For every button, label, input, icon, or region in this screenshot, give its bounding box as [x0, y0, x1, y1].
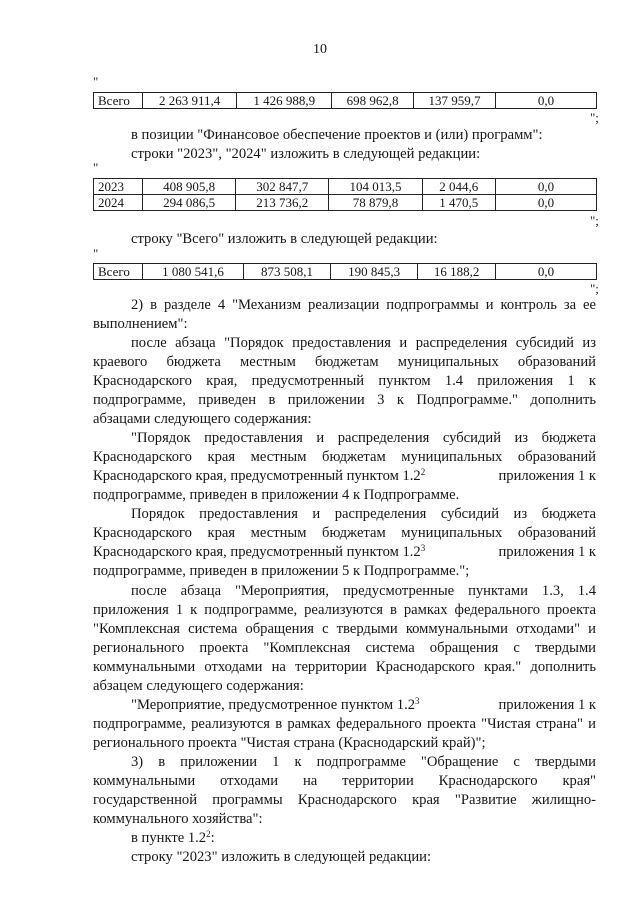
total-table-2 — [93, 263, 597, 280]
paragraph-line: 2) в разделе 4 "Механизм реализации подпрограммы и контроль за ее — [131, 297, 596, 313]
table-cell: 104 013,5 — [329, 179, 422, 195]
table-cell: 0,0 — [496, 195, 597, 211]
table-cell: 0,0 — [496, 264, 597, 280]
table-row — [94, 93, 597, 109]
paragraph-line: коммунального хозяйства": — [93, 811, 263, 827]
paragraph-line: выполнением": — [93, 316, 188, 332]
paragraph-line: после абзаца "Мероприятия, предусмотренные пунктами 1.3, 1.4 — [131, 583, 596, 599]
table-row — [94, 195, 597, 211]
table-cell: 213 736,2 — [236, 195, 329, 211]
line-text: Краснодарского края, предусмотренный пунктом 1.2 — [93, 544, 421, 560]
total-table-1 — [93, 92, 597, 109]
paragraph-line: приложения 1 к подпрограмме, реализуются в рамках федерального проекта — [93, 602, 596, 618]
table-cell: 2 263 911,4 — [143, 93, 237, 109]
table-cell: 302 847,7 — [236, 179, 329, 195]
table-cell: 873 508,1 — [244, 264, 331, 280]
paragraph-line: подпрограмме, реализуются в рамках федерального проекта "Чистая страна" и — [93, 716, 596, 732]
years-table — [93, 178, 597, 211]
table-cell: 698 962,8 — [332, 93, 414, 109]
paragraph-line: регионального проекта "Комплексная система обращения с твердыми — [93, 640, 596, 656]
superscript: 2 — [420, 467, 426, 477]
table-row — [94, 179, 597, 195]
paragraph-line: "Комплексная система обращения с твердыми коммунальными отходами" и — [93, 621, 596, 637]
paragraph-text: строки "2023", "2024" изложить в следующей редакции: — [131, 146, 481, 162]
table-cell: 2023 — [94, 179, 143, 195]
paragraph-line: после абзаца "Порядок предоставления и распределения субсидий из — [131, 335, 596, 351]
table-cell: 0,0 — [496, 179, 597, 195]
paragraph-line: коммунальными отходами на территории Краснодарского края." дополнить — [93, 659, 596, 675]
close-mark: "; — [590, 213, 599, 228]
line-text: приложения 1 к — [498, 468, 596, 484]
table-row — [94, 264, 597, 280]
table-cell: Всего — [94, 264, 143, 280]
superscript: 3 — [415, 696, 420, 706]
paragraph-line: абзацем следующего содержания: — [93, 678, 304, 694]
paragraph-line: Краснодарского края, предусмотренный пунктом 1.4 приложения 1 к — [93, 373, 596, 389]
paragraph-line: подпрограмме, приведен в приложении 3 к Подпрограмме." дополнить — [93, 392, 596, 408]
line-text: приложения 1 к — [498, 544, 596, 560]
table-cell: 1 426 988,9 — [237, 93, 332, 109]
superscript: 3 — [420, 543, 426, 553]
paragraph-line: 3) в приложении 1 к подпрограмме "Обращение с твердыми — [131, 754, 596, 770]
table-cell: 16 188,2 — [418, 264, 496, 280]
superscript: 2 — [206, 829, 211, 839]
paragraph-line — [131, 829, 215, 847]
table-cell: 137 959,7 — [414, 93, 496, 109]
paragraph-line: Краснодарского края местным бюджетам муниципальных образований — [93, 449, 596, 465]
open-quote: " — [93, 160, 99, 175]
table-cell: 190 845,3 — [331, 264, 418, 280]
paragraph-line: подпрограмме, приведен в приложении 4 к Подпрограмме. — [93, 487, 460, 503]
paragraph-line: строку "2023" изложить в следующей редакции: — [131, 849, 432, 865]
line-text: в пункте 1.2 — [131, 830, 207, 846]
paragraph-text: строку "Всего" изложить в следующей редакции: — [131, 231, 438, 247]
paragraph-text: в позиции "Финансовое обеспечение проектов и (или) программ": — [131, 127, 543, 143]
paragraph-line: Краснодарского края местным бюджетам муниципальных образований — [93, 525, 596, 541]
open-quote: " — [93, 246, 99, 261]
table-cell: 0,0 — [496, 93, 597, 109]
paragraph-line: регионального проекта "Чистая страна (Краснодарский край)"; — [93, 735, 486, 751]
table-cell: 1 470,5 — [422, 195, 495, 211]
line-text: : — [210, 830, 215, 846]
paragraph-line: государственной программы Краснодарского края "Развитие жилищно- — [93, 792, 596, 808]
close-mark: "; — [590, 110, 599, 125]
table-cell: Всего — [94, 93, 143, 109]
paragraph-line: подпрограмме, приведен в приложении 5 к Подпрограмме."; — [93, 563, 470, 579]
table-cell: 1 080 541,6 — [143, 264, 244, 280]
paragraph-line: коммунальными отходами на территории Краснодарского края" — [93, 773, 596, 789]
paragraph-line: краевого бюджета местным бюджетам муниципальных образований — [93, 354, 596, 370]
paragraph-line: "Порядок предоставления и распределения субсидий из бюджета — [131, 430, 596, 446]
paragraph-line: Порядок предоставления и распределения субсидий из бюджета — [131, 506, 596, 522]
table-cell: 78 879,8 — [329, 195, 422, 211]
table-cell: 408 905,8 — [143, 179, 236, 195]
close-mark: "; — [590, 281, 599, 296]
table-cell: 2024 — [94, 195, 143, 211]
line-text: приложения 1 к — [498, 697, 596, 713]
paragraph-line — [93, 543, 596, 561]
paragraph-line: абзацами следующего содержания: — [93, 411, 312, 427]
paragraph-line — [93, 467, 596, 485]
table-cell: 2 044,6 — [422, 179, 495, 195]
line-text: Краснодарского края, предусмотренный пунктом 1.2 — [93, 468, 421, 484]
paragraph-line — [131, 696, 596, 714]
page-number: 10 — [313, 42, 327, 57]
line-text: "Мероприятие, предусмотренное пунктом 1.2 — [131, 697, 416, 713]
table-cell: 294 086,5 — [143, 195, 236, 211]
open-quote: " — [93, 74, 99, 89]
